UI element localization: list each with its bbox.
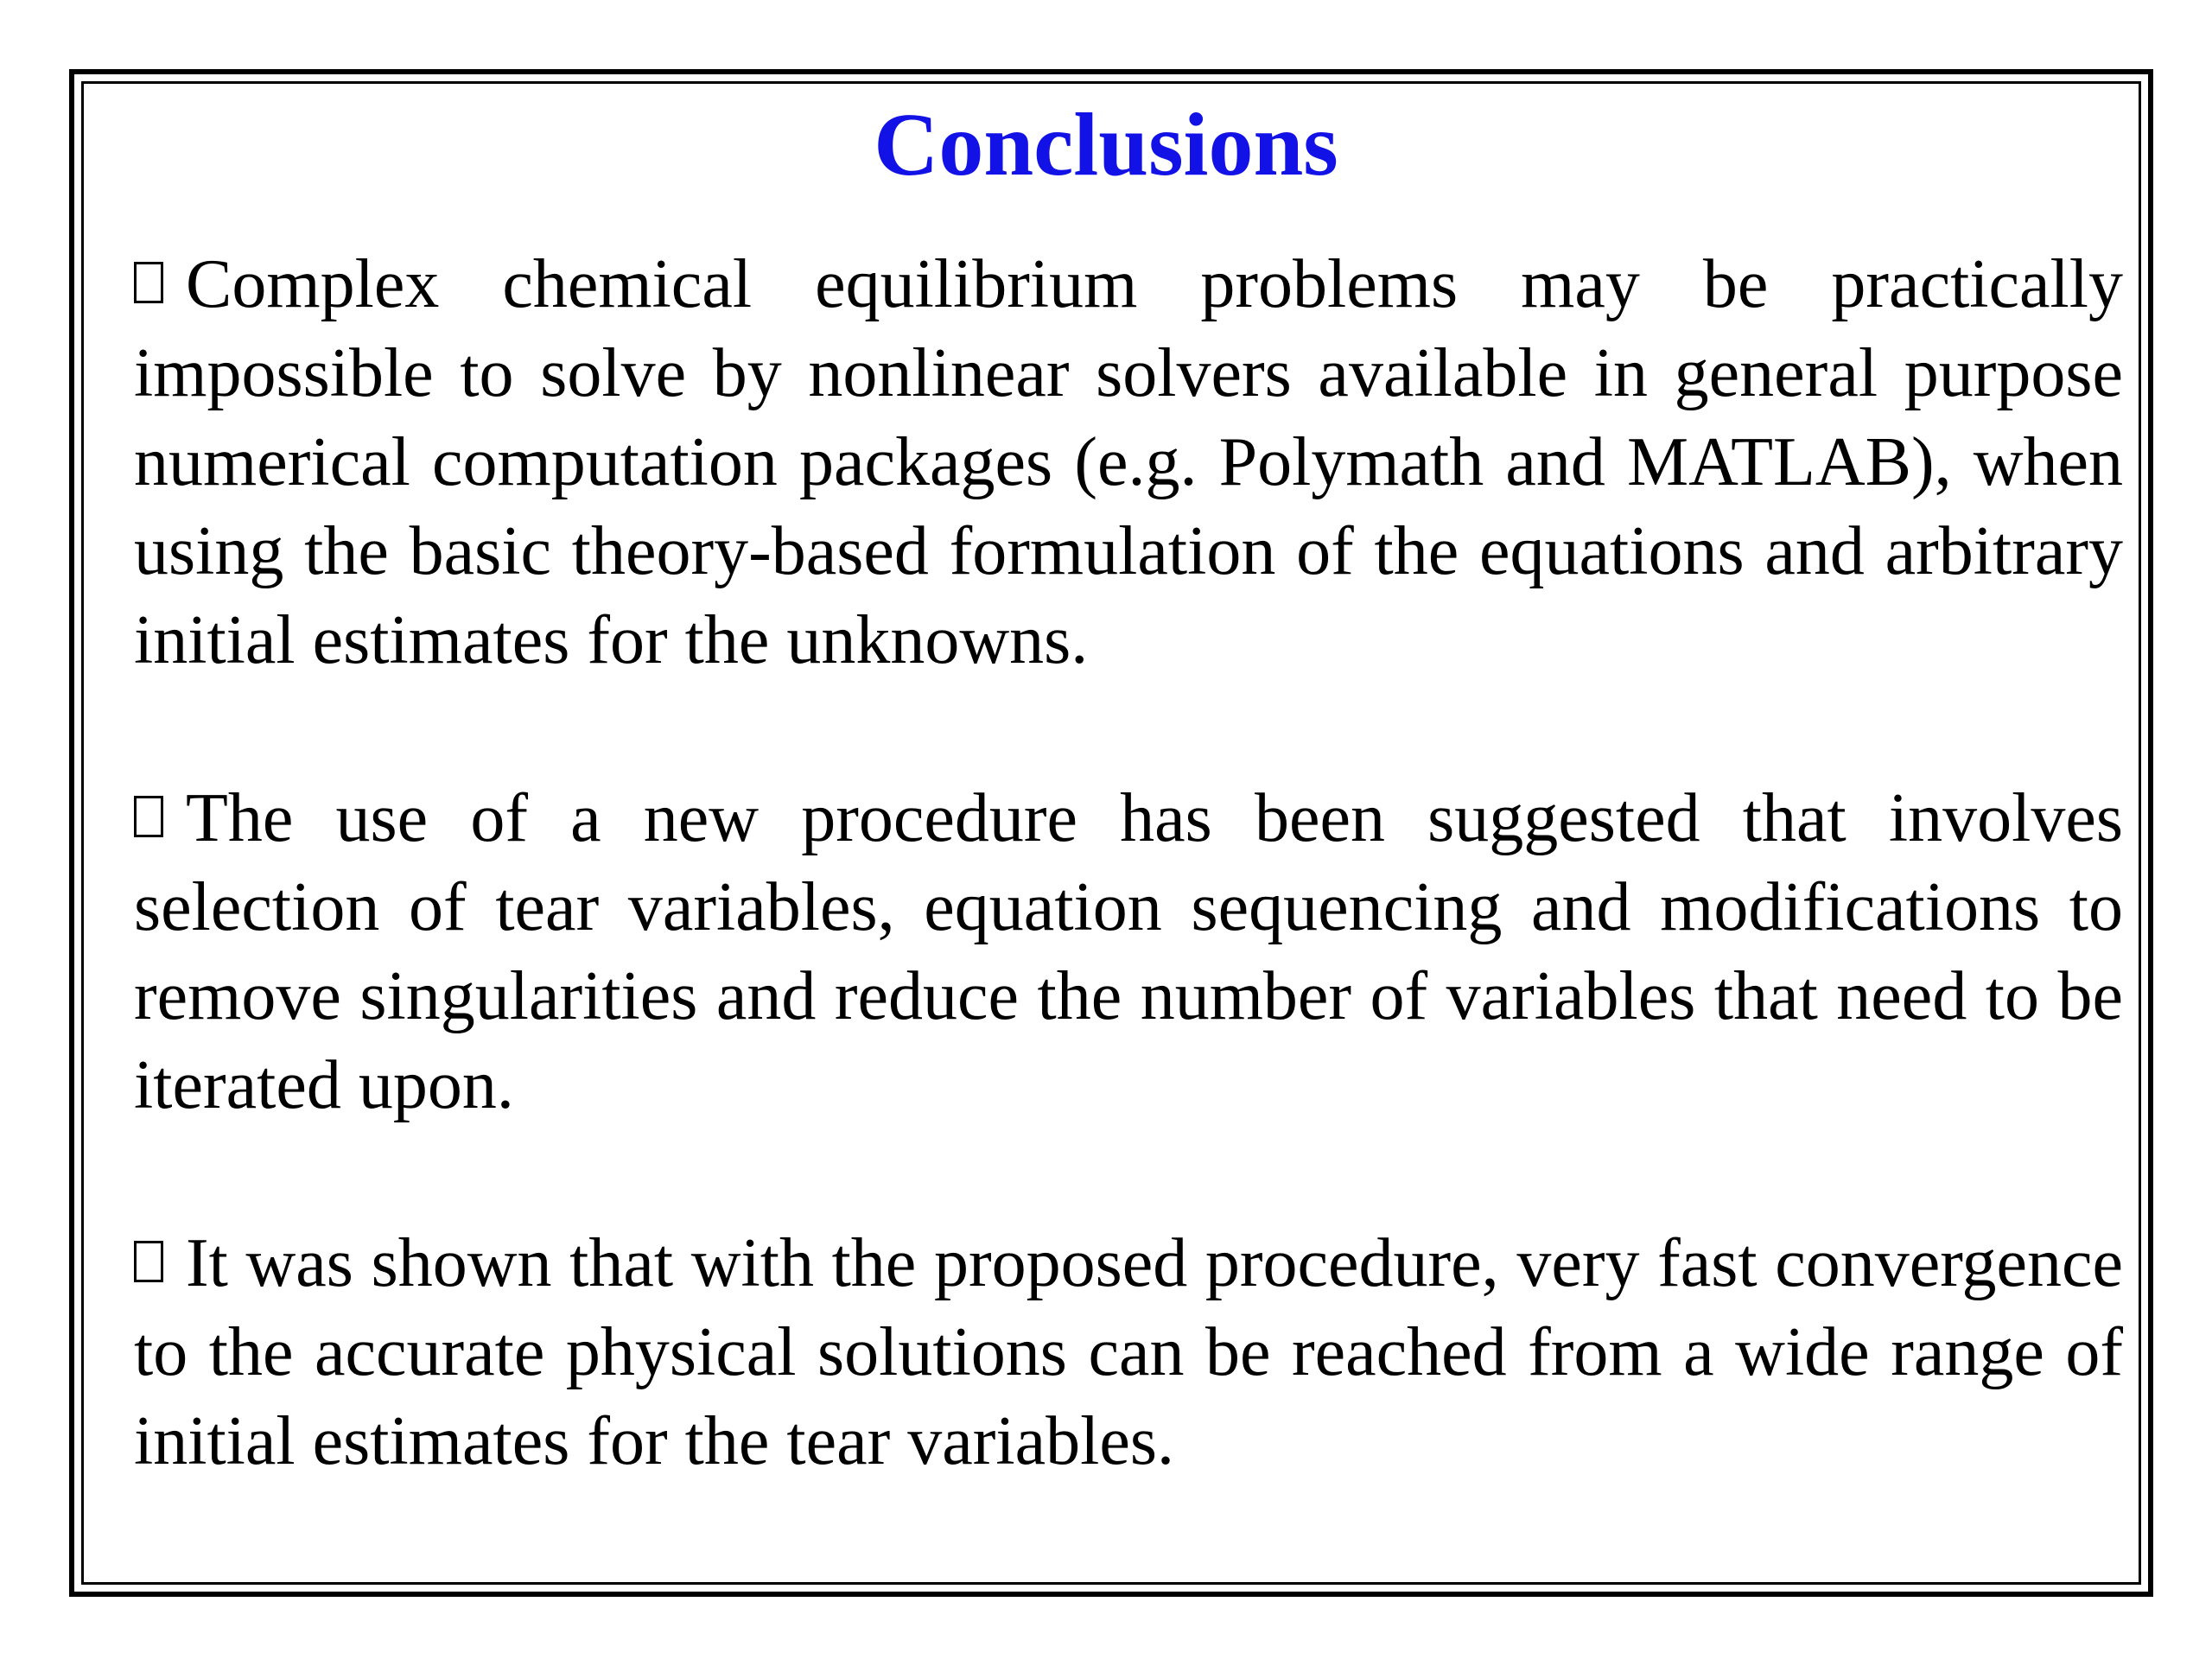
bullet-text: Complex chemical equilibrium problems may be practically impossible to solve by nonlinear solvers available in general purpose numerical computation packages (e.g. Polymath and MATLAB), when using the basic theory-based formulation of the equations and arbitrary initial estimates for the unknowns. bbox=[134, 246, 2123, 678]
bullet-item bbox=[134, 1219, 2123, 1486]
bullet-box-icon bbox=[134, 1241, 163, 1282]
bullet-text: It was shown that with the proposed procedure, very fast convergence to the accurate physical solutions can be reached from a wide range of initial estimates for the tear variables. bbox=[134, 1225, 2123, 1479]
bullet-box-icon bbox=[134, 262, 163, 303]
bullet-text: The use of a new procedure has been suggested that involves selection of tear variables, equation sequencing and modifications to remove singularities and reduce the number of variables that need to be iterated upon. bbox=[134, 780, 2123, 1123]
bullet-item bbox=[134, 774, 2123, 1130]
slide-title: Conclusions bbox=[874, 95, 1338, 194]
bullet-list bbox=[134, 240, 2123, 1575]
bullet-box-icon bbox=[134, 796, 163, 837]
bullet-item bbox=[134, 240, 2123, 685]
